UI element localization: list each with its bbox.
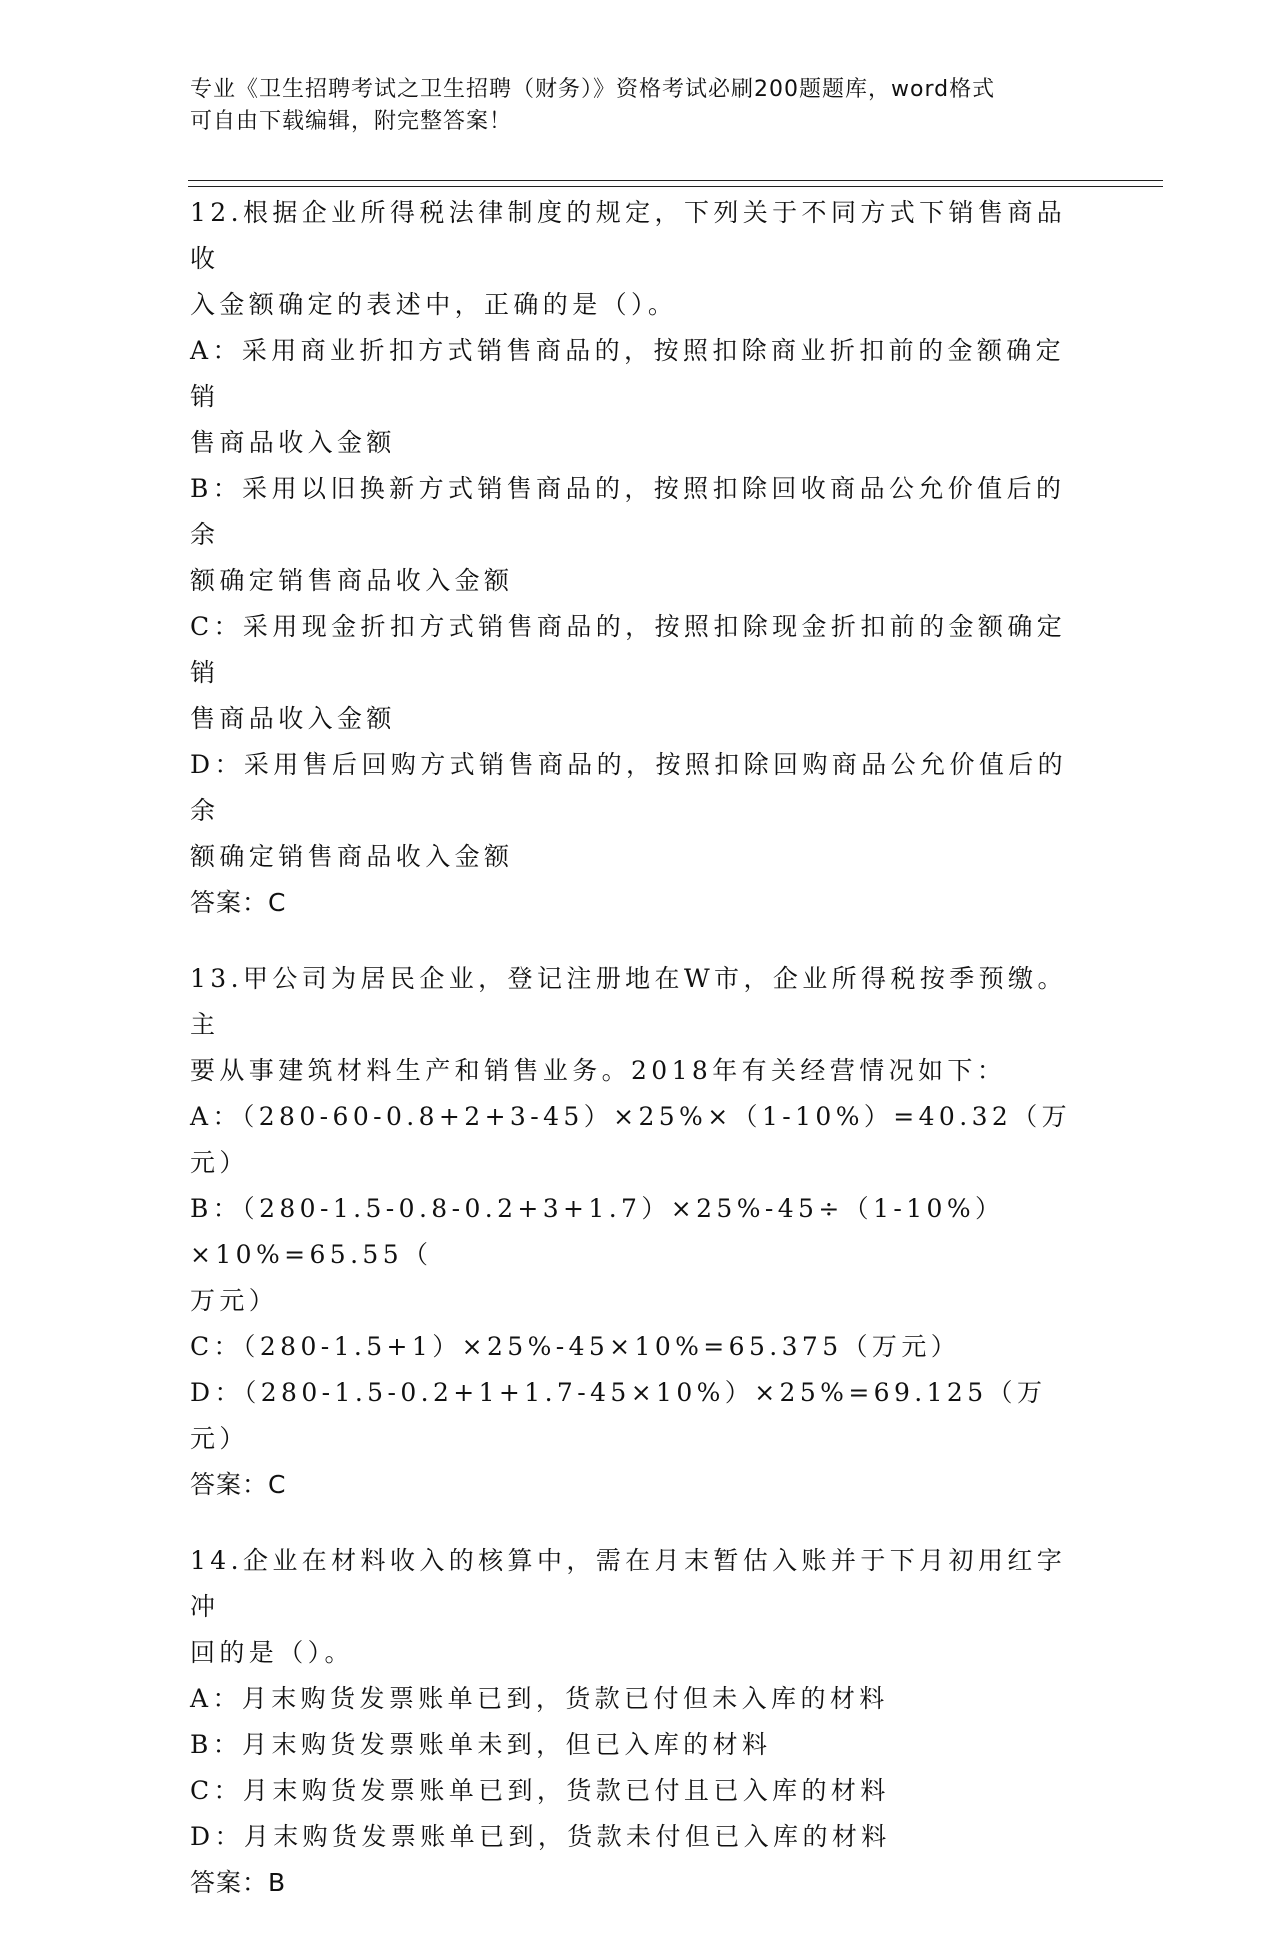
option-d-line: D：（280-1.5-0.2+1+1.7-45×10%）×25%=69.125（万元） [190, 1378, 1047, 1453]
option-b-line: 额确定销售商品收入金额 [190, 566, 514, 595]
question-text-line: 回的是（）。 [190, 1638, 354, 1667]
option-b-line: 万元） [190, 1286, 279, 1315]
option-c-line: C：月末购货发票账单已到，货款已付且已入库的材料 [190, 1776, 890, 1805]
question-text-line: 要从事建筑材料生产和销售业务。2018年有关经营情况如下： [190, 1056, 1007, 1085]
header-divider-bottom [188, 186, 1163, 187]
question-list [190, 190, 1090, 1936]
option-c-line: C：采用现金折扣方式销售商品的，按照扣除现金折扣前的金额确定销 [190, 612, 1067, 687]
option-c-line: 售商品收入金额 [190, 704, 396, 733]
option-a-line: 售商品收入金额 [190, 428, 396, 457]
question-text-line: 13.甲公司为居民企业，登记注册地在W市，企业所得税按季预缴。主 [190, 964, 1067, 1039]
option-d-line: 额确定销售商品收入金额 [190, 842, 514, 871]
option-b-line: B：采用以旧换新方式销售商品的，按照扣除回收商品公允价值后的余 [190, 474, 1066, 549]
question-12 [190, 190, 1090, 926]
header-line-2: 可自由下载编辑，附完整答案！ [190, 109, 513, 134]
option-c-line: C：（280-1.5+1）×25%-45×10%=65.375（万元） [190, 1332, 961, 1361]
option-a-line: A：采用商业折扣方式销售商品的，按照扣除商业折扣前的金额确定销 [190, 336, 1066, 411]
header-line-1: 专业《卫生招聘考试之卫生招聘（财务）》资格考试必刷200题题库，word格式 [190, 77, 996, 102]
option-a-line: A：月末购货发票账单已到，货款已付但未入库的材料 [190, 1684, 889, 1713]
question-text-line: 14.企业在材料收入的核算中，需在月末暂估入账并于下月初用红字冲 [190, 1546, 1067, 1621]
header-divider-top [188, 180, 1163, 181]
option-b-line: B：月末购货发票账单未到，但已入库的材料 [190, 1730, 772, 1759]
option-d-line: D：月末购货发票账单已到，货款未付但已入库的材料 [190, 1822, 891, 1851]
option-d-line: D：采用售后回购方式销售商品的，按照扣除回购商品公允价值后的余 [190, 750, 1068, 825]
question-13 [190, 956, 1090, 1508]
answer-label: 答案：C [190, 1470, 287, 1499]
question-text-line: 入金额确定的表述中，正确的是（）。 [190, 290, 678, 319]
option-a-line: A：（280-60-0.8+2+3-45）×25%×（1-10%）=40.32（万元） [190, 1102, 1071, 1177]
option-b-line: B：（280-1.5-0.8-0.2+3+1.7）×25%-45÷（1-10%）×10%=65.55（ [190, 1194, 1005, 1269]
answer-label: 答案：C [190, 888, 287, 917]
question-text-line: 12.根据企业所得税法律制度的规定，下列关于不同方式下销售商品收 [190, 198, 1067, 273]
question-14 [190, 1538, 1090, 1906]
answer-label: 答案：B [190, 1868, 287, 1897]
document-header [190, 74, 1090, 138]
